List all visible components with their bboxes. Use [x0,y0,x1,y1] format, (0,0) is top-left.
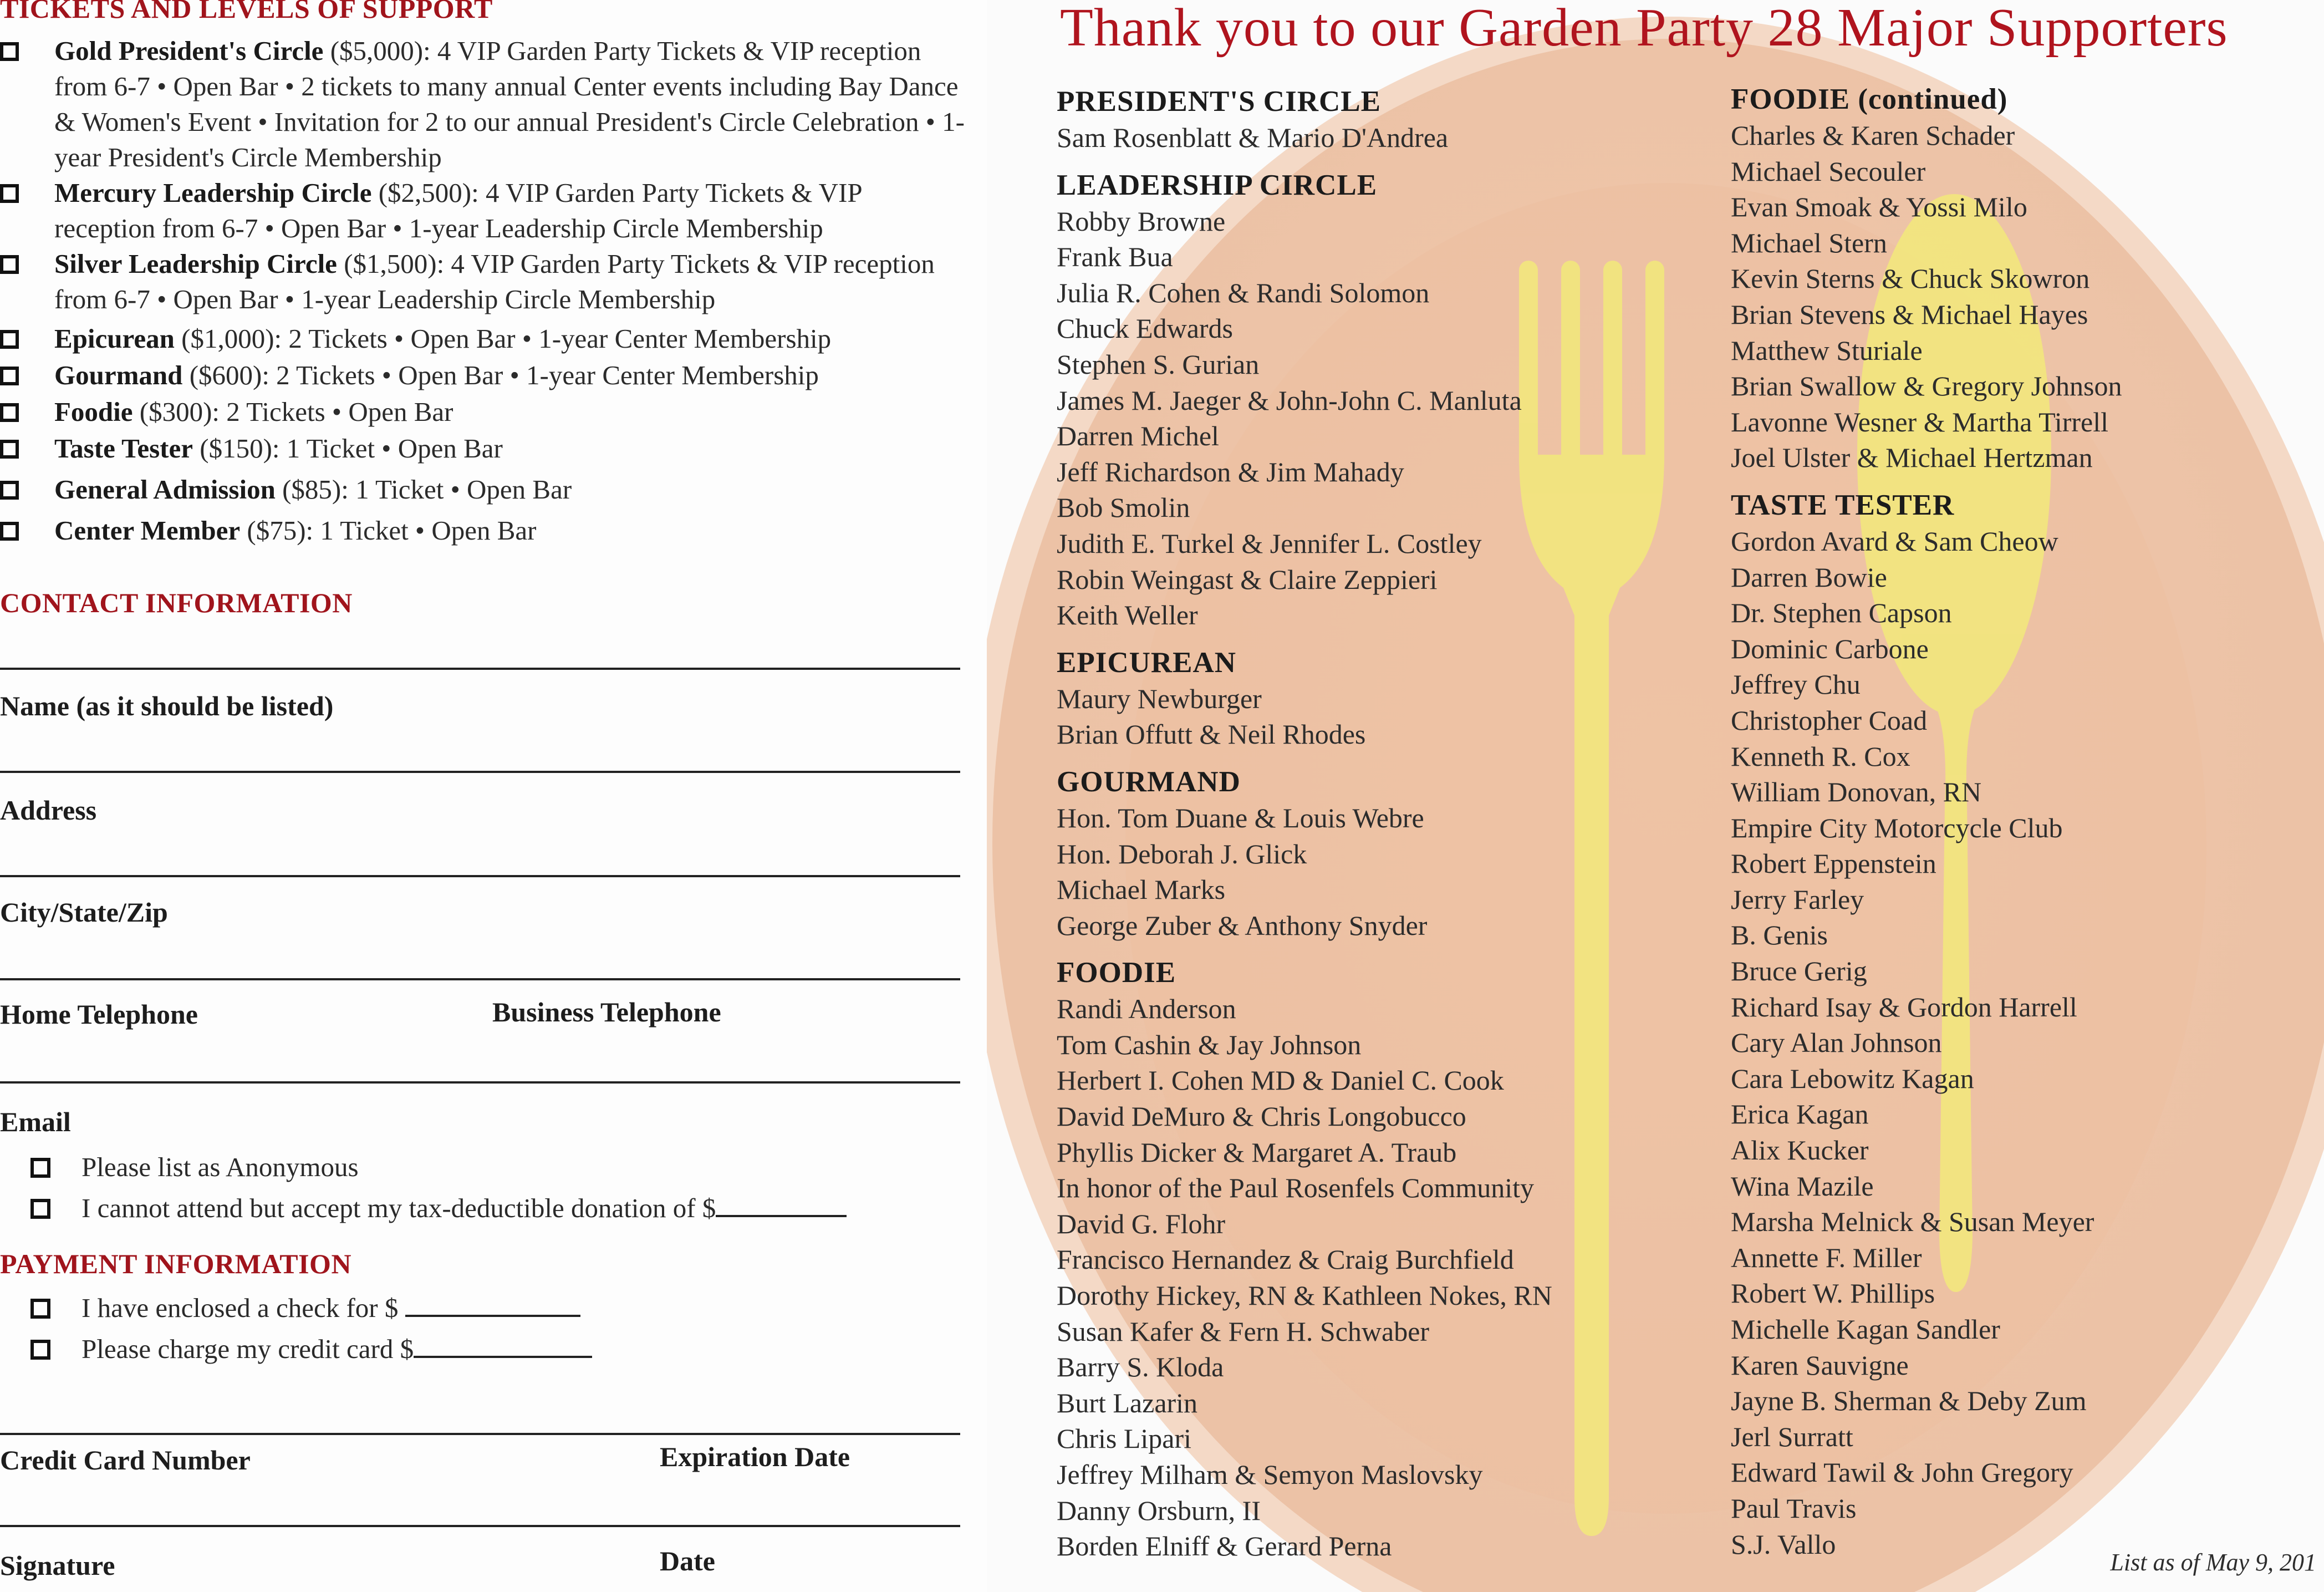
supporter-name: Dorothy Hickey, RN & Kathleen Nokes, RN [1057,1280,1552,1311]
category-spacer [1731,476,2122,487]
supporter-name: Robert Eppenstein [1731,848,1936,879]
anonymous-option: Please list as Anonymous [30,1151,359,1183]
tier-taste-tester: Taste Tester ($150): 1 Ticket • Open Bar [0,430,965,467]
supporter-name: Danny Orsburn, II [1057,1494,1261,1526]
check-option: I have enclosed a check for $ [30,1292,580,1324]
email-label: Email [0,1106,71,1137]
checkbox[interactable] [0,481,19,500]
supporter-name: Dr. Stephen Capson [1731,597,1952,629]
supporter-name: Jayne B. Sherman & Deby Zum [1731,1385,2087,1417]
supporter-name: Judith E. Turkel & Jennifer L. Costley [1057,527,1482,559]
supporter-name: Barry S. Kloda [1057,1351,1224,1383]
checkbox[interactable] [0,42,19,61]
payment-heading: PAYMENT INFORMATION [0,1248,352,1279]
supporter-name: Evan Smoak & Yossi Milo [1731,191,2027,223]
supporter-name: Robert W. Phillips [1731,1278,1935,1309]
tier-general-admission: General Admission ($85): 1 Ticket • Open Bar [0,471,965,508]
supporter-name: Michael Marks [1057,874,1226,906]
category-heading: TASTE TESTER [1731,489,1955,521]
checkbox[interactable] [0,255,19,274]
card-number-label: Credit Card Number [0,1445,251,1476]
date-label: Date [660,1545,715,1576]
supporter-name: In honor of the Paul Rosenfels Community [1057,1172,1535,1204]
checkbox[interactable] [0,330,19,349]
list-date: List as of May 9, 201 [2110,1549,2316,1576]
supporter-name: Cara Lebowitz Kagan [1731,1062,1974,1094]
anonymous-checkbox[interactable] [30,1158,50,1178]
supporter-name: Charles & Karen Schader [1731,120,2015,151]
category-spacer [1057,633,1552,644]
expiration-label: Expiration Date [660,1441,850,1472]
supporter-name: George Zuber & Anthony Snyder [1057,909,1428,941]
supporter-name: S.J. Vallo [1731,1528,1836,1560]
tier-gourmand: Gourmand ($600): 2 Tickets • Open Bar • 1-year Center Membership [0,357,965,394]
supporter-name: Robin Weingast & Claire Zeppieri [1057,563,1438,595]
supporter-name: David G. Flohr [1057,1208,1226,1239]
tier-foodie: Foodie ($300): 2 Tickets • Open Bar [0,394,965,430]
address-label: Address [0,795,97,826]
category-heading: FOODIE [1057,957,1176,989]
signature-label: Signature [0,1550,115,1581]
city-label: City/State/Zip [0,897,168,928]
supporter-name: Kevin Sterns & Chuck Skowron [1731,263,2090,294]
supporter-name: Julia R. Cohen & Randi Solomon [1057,277,1430,308]
supporter-name: Richard Isay & Gordon Harrell [1731,991,2077,1023]
supporter-name: Brian Stevens & Michael Hayes [1731,298,2088,330]
category-heading: GOURMAND [1057,765,1241,798]
supporter-name: Jeff Richardson & Jim Mahady [1057,456,1404,487]
category-spacer [1057,752,1552,764]
supporter-name: Jeffrey Chu [1731,669,1861,700]
supporter-name: Bruce Gerig [1731,955,1867,987]
supporter-name: Keith Weller [1057,599,1198,631]
category-spacer [1057,156,1552,167]
card-checkbox[interactable] [30,1340,50,1360]
supporter-name: Jerry Farley [1731,883,1864,915]
supporter-name: Robby Browne [1057,205,1226,237]
supporter-name: Empire City Motorcycle Club [1731,812,2063,843]
supporter-name: B. Genis [1731,919,1828,951]
supporters-panel [987,0,2324,1592]
category-spacer [1057,943,1552,954]
check-amount-field[interactable] [405,1294,580,1317]
supporter-name: Burt Lazarin [1057,1387,1198,1418]
checkbox[interactable] [0,403,19,422]
checkbox[interactable] [0,522,19,541]
supporter-name: Tom Cashin & Jay Johnson [1057,1029,1362,1060]
supporter-name: Chuck Edwards [1057,313,1233,344]
supporters-column-1 [1057,83,1552,1564]
card-amount-field[interactable] [414,1335,592,1358]
supporter-name: Frank Bua [1057,241,1173,273]
supporter-name: Alix Kucker [1731,1135,1869,1166]
supporter-name: Wina Mazile [1731,1170,1874,1202]
supporter-name: James M. Jaeger & John-John C. Manluta [1057,384,1522,416]
category-heading: EPICUREAN [1057,646,1237,679]
city-line[interactable] [0,875,960,877]
address-line[interactable] [0,771,960,773]
tier-center-member: Center Member ($75): 1 Ticket • Open Bar [0,512,965,549]
supporter-name: Francisco Hernandez & Craig Burchfield [1057,1244,1514,1275]
supporter-name: Edward Tawil & John Gregory [1731,1457,2073,1488]
supporter-name: Brian Swallow & Gregory Johnson [1731,370,2122,402]
card-number-line[interactable] [0,1433,960,1435]
donation-checkbox[interactable] [30,1199,50,1219]
checkbox[interactable] [0,367,19,385]
supporter-name: Herbert I. Cohen MD & Daniel C. Cook [1057,1065,1504,1096]
category-heading: PRESIDENT'S CIRCLE [1057,85,1381,118]
card-option: Please charge my credit card $ [30,1333,592,1365]
name-label: Name (as it should be listed) [0,690,334,721]
checkbox[interactable] [0,440,19,459]
supporter-name: Sam Rosenblatt & Mario D'Andrea [1057,122,1449,153]
supporter-name: Jeffrey Milham & Semyon Maslovsky [1057,1459,1483,1490]
tier-mercury: Mercury Leadership Circle ($2,500): 4 VIP Garden Party Tickets & VIP reception from 6-7 • Open Bar • 1-year Leadership Circle Membership [0,175,965,246]
tier-epicurean: Epicurean ($1,000): 2 Tickets • Open Bar • 1-year Center Membership [0,321,965,357]
supporter-name: Michael Stern [1731,227,1887,258]
supporter-name: Karen Sauvigne [1731,1349,1909,1381]
home-phone-line[interactable] [0,978,960,980]
supporter-name: Phyllis Dicker & Margaret A. Traub [1057,1136,1457,1168]
supporter-name: Borden Elniff & Gerard Perna [1057,1530,1392,1562]
order-form [0,0,987,1592]
category-heading: LEADERSHIP CIRCLE [1057,169,1378,201]
supporter-name: Stephen S. Gurian [1057,348,1260,380]
supporter-name: Michelle Kagan Sandler [1731,1314,2000,1345]
tickets-heading: TICKETS AND LEVELS OF SUPPORT [0,0,493,24]
supporter-name: Hon. Tom Duane & Louis Webre [1057,802,1424,833]
tier-silver: Silver Leadership Circle ($1,500): 4 VIP Garden Party Tickets & VIP reception from 6-7 • Open Bar • 1-year Leadership Circle Membership [0,246,965,317]
tickets-list [0,33,965,549]
supporter-name: Christopher Coad [1731,704,1928,736]
supporter-name: Cary Alan Johnson [1731,1027,1942,1059]
email-line[interactable] [0,1081,960,1084]
supporter-name: Jerl Surratt [1731,1421,1853,1452]
business-phone-label: Business Telephone [492,996,721,1028]
supporters-column-2 [1731,81,2122,1562]
check-checkbox[interactable] [30,1299,50,1319]
supporter-name: Lavonne Wesner & Martha Tirrell [1731,406,2109,438]
supporter-name: Randi Anderson [1057,993,1236,1025]
supporter-name: William Donovan, RN [1731,776,1982,808]
checkbox[interactable] [0,184,19,203]
supporter-name: Dominic Carbone [1731,633,1929,664]
supporter-name: Chris Lipari [1057,1423,1192,1454]
supporter-name: Darren Michel [1057,420,1219,452]
supporter-name: Brian Offutt & Neil Rhodes [1057,719,1366,750]
supporter-name: Susan Kafer & Fern H. Schwaber [1057,1315,1430,1347]
page-title: Thank you to our Garden Party 28 Major Supporters [1060,0,2228,58]
supporter-name: Erica Kagan [1731,1098,1869,1130]
supporter-name: Darren Bowie [1731,561,1887,593]
supporter-name: Kenneth R. Cox [1731,740,1910,772]
supporter-name: Annette F. Miller [1731,1242,1922,1273]
supporter-name: Maury Newburger [1057,683,1262,714]
supporter-name: Joel Ulster & Michael Hertzman [1731,442,2093,474]
donation-amount-field[interactable] [716,1194,847,1217]
supporter-name: Marsha Melnick & Susan Meyer [1731,1206,2094,1238]
supporter-name: Michael Secouler [1731,155,1926,187]
supporter-name: Gordon Avard & Sam Cheow [1731,525,2058,557]
supporter-name: Paul Travis [1731,1492,1857,1524]
home-phone-label: Home Telephone [0,999,198,1030]
donation-option: I cannot attend but accept my tax-deductible donation of $ [30,1192,847,1224]
category-heading: FOODIE (continued) [1731,83,2008,115]
supporter-name: Matthew Sturiale [1731,334,1923,366]
supporter-name: Bob Smolin [1057,492,1190,523]
supporter-name: David DeMuro & Chris Longobucco [1057,1101,1466,1132]
name-line[interactable] [0,668,960,670]
signature-line[interactable] [0,1525,960,1527]
contact-heading: CONTACT INFORMATION [0,587,353,618]
tier-gold: Gold President's Circle ($5,000): 4 VIP Garden Party Tickets & VIP reception from 6-7 • Open Bar • 2 tickets to many annual Center events including Bay Dance & Women's Event • Invitation for 2 to our annual President's Circle Celebration • 1-year President's Circle Membership [0,33,965,175]
supporter-name: Hon. Deborah J. Glick [1057,838,1307,869]
